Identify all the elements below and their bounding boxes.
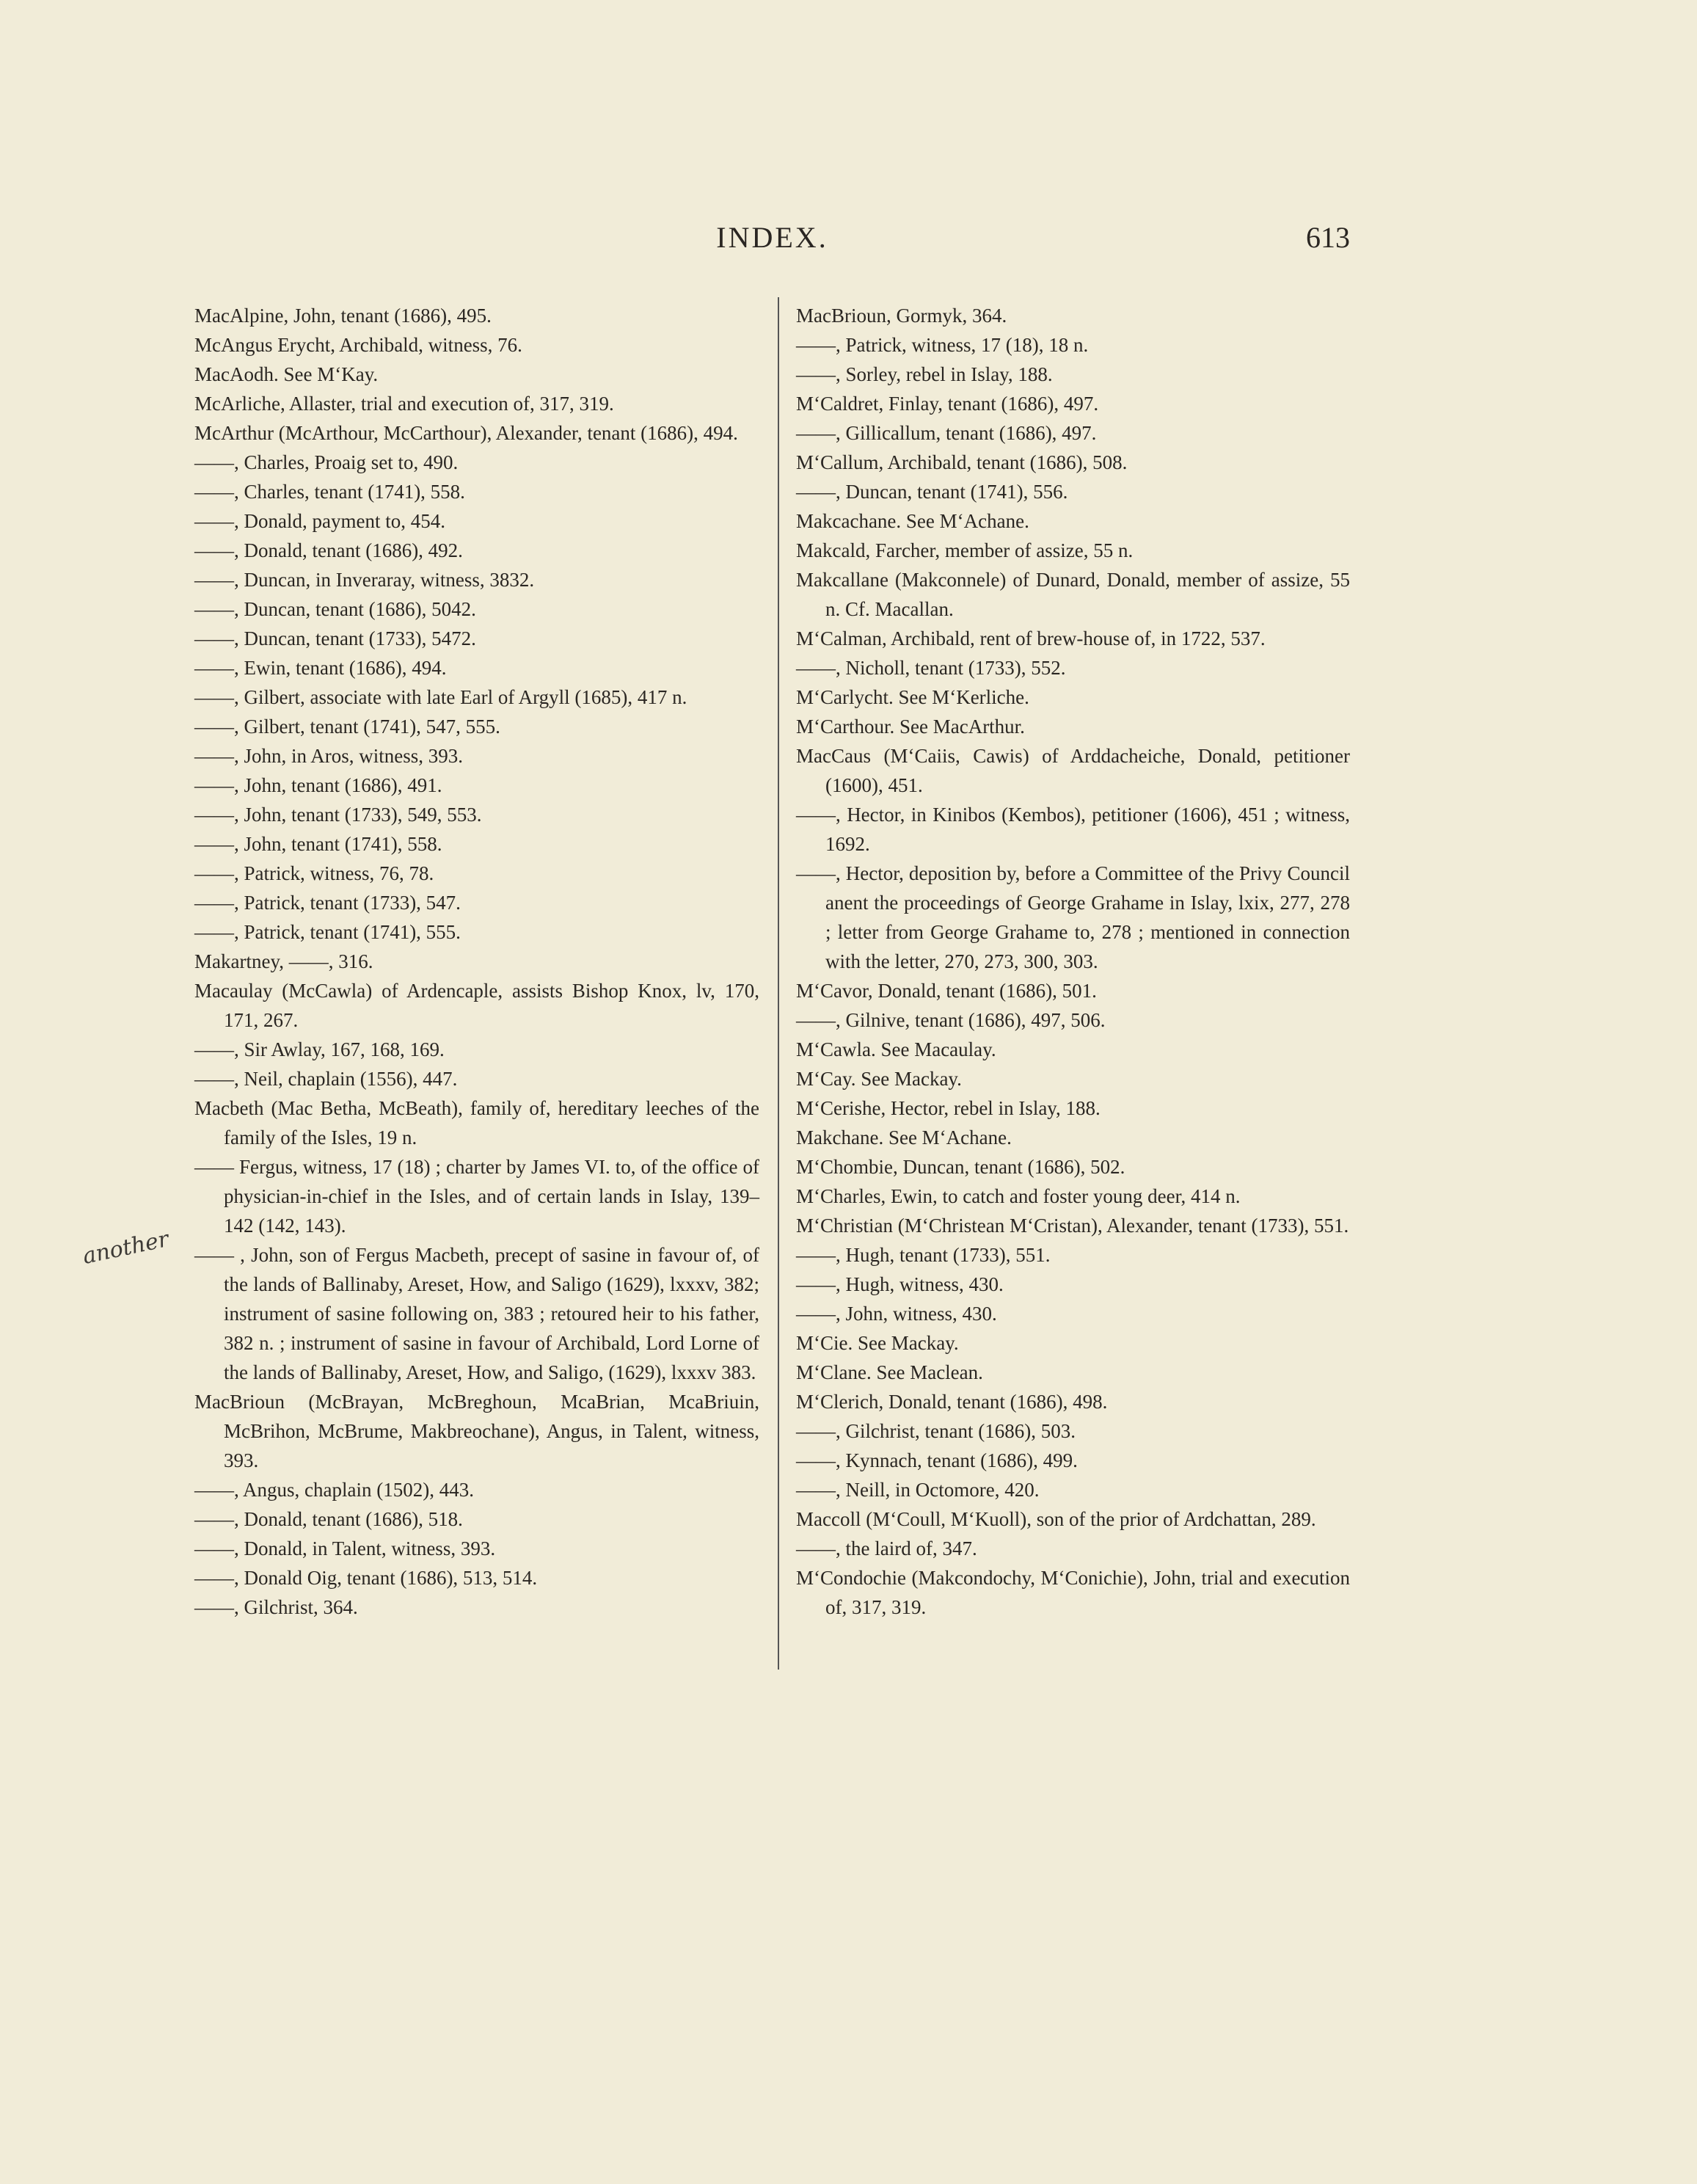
index-entry: ——, John, tenant (1686), 491. xyxy=(194,774,442,796)
index-entry: M‘Clerich, Donald, tenant (1686), 498. xyxy=(796,1391,1108,1413)
index-entry: ——, Kynnach, tenant (1686), 499. xyxy=(796,1449,1078,1471)
index-entry: M‘Caldret, Finlay, tenant (1686), 497. xyxy=(796,393,1099,415)
index-entry: ——, Neill, in Octomore, 420. xyxy=(796,1479,1040,1501)
index-entry: Macbeth (Mac Betha, McBeath), family of, hereditary leeches of the family of the Isles, 19 n. xyxy=(194,1097,759,1149)
index-entry: ——, Ewin, tenant (1686), 494. xyxy=(194,657,447,679)
index-entry: M‘Callum, Archibald, tenant (1686), 508. xyxy=(796,451,1128,473)
index-entry: Makcachane. See M‘Achane. xyxy=(796,510,1029,532)
index-entry: ——, Hector, deposition by, before a Committee of the Privy Council anent the proceedings of George Grahame in Islay, lxix, 277, 278 ; letter from George Grahame to, 278 ; mentioned in connection with the letter, 270, 273, 300, 303. xyxy=(796,862,1350,972)
index-entry: ——, Charles, Proaig set to, 490. xyxy=(194,451,459,473)
page-header xyxy=(194,220,1350,264)
index-entry: M‘Cie. See Mackay. xyxy=(796,1332,959,1354)
index-entry: ——, Gillicallum, tenant (1686), 497. xyxy=(796,422,1097,444)
index-entry: ——, Donald, tenant (1686), 518. xyxy=(194,1508,463,1530)
index-entry: ——, Patrick, tenant (1741), 555. xyxy=(194,921,461,943)
index-entry: MacAodh. See M‘Kay. xyxy=(194,363,379,385)
index-entry: M‘Carlycht. See M‘Kerliche. xyxy=(796,686,1029,708)
index-column-left xyxy=(194,301,759,1622)
index-column-right xyxy=(796,301,1350,1622)
index-entry: ——, Donald Oig, tenant (1686), 513, 514. xyxy=(194,1567,538,1589)
index-entry: ——, Neil, chaplain (1556), 447. xyxy=(194,1068,458,1090)
index-entry: ——, Hugh, witness, 430. xyxy=(796,1273,1004,1295)
index-entry: ——, Donald, tenant (1686), 492. xyxy=(194,539,463,561)
index-entry: ——, Donald, payment to, 454. xyxy=(194,510,445,532)
index-entry: ——, Sorley, rebel in Islay, 188. xyxy=(796,363,1053,385)
index-entry: MacAlpine, John, tenant (1686), 495. xyxy=(194,305,492,327)
index-entry: ——, Gilchrist, 364. xyxy=(194,1596,358,1618)
index-entry: ——, Sir Awlay, 167, 168, 169. xyxy=(194,1038,445,1060)
index-entry: ——, Gilbert, associate with late Earl of Argyll (1685), 417 n. xyxy=(194,686,687,708)
index-entry: M‘Clane. See Maclean. xyxy=(796,1361,983,1383)
index-entry: McArthur (McArthour, McCarthour), Alexander, tenant (1686), 494. xyxy=(194,422,738,444)
index-entry: M‘Carthour. See MacArthur. xyxy=(796,716,1025,738)
index-entry: MacBrioun, Gormyk, 364. xyxy=(796,305,1007,327)
index-entry: ——, John, tenant (1733), 549, 553. xyxy=(194,804,482,826)
index-entry: Makchane. See M‘Achane. xyxy=(796,1126,1012,1149)
running-title: INDEX. xyxy=(716,221,828,254)
index-entry: M‘Chombie, Duncan, tenant (1686), 502. xyxy=(796,1156,1125,1178)
index-entry: MacCaus (M‘Caiis, Cawis) of Arddacheiche, Donald, petitioner (1600), 451. xyxy=(796,745,1350,796)
index-entry: —— Fergus, witness, 17 (18) ; charter by James VI. to, of the office of physician-in-chief in the Isles, and of certain lands in Islay, 139–142 (142, 143). xyxy=(194,1156,759,1237)
index-entry: ——, John, in Aros, witness, 393. xyxy=(194,745,464,767)
page-number: 613 xyxy=(1306,221,1350,254)
index-entry: ——, Hector, in Kinibos (Kembos), petitioner (1606), 451 ; witness, 1692. xyxy=(796,804,1350,855)
index-entry: MacBrioun (McBrayan, McBreghoun, McaBrian, McaBriuin, McBrihon, McBrume, Makbreochane), Angus, in Talent, witness, 393. xyxy=(194,1391,759,1471)
index-entry: McAngus Erycht, Archibald, witness, 76. xyxy=(194,334,522,356)
index-entry: ——, Gilchrist, tenant (1686), 503. xyxy=(796,1420,1076,1442)
index-entry: —— , John, son of Fergus Macbeth, precept of sasine in favour of, of the lands of Ballinaby, Areset, How, and Saligo (1629), lxxxv, 382; instrument of sasine following on, 383 ; retoured heir to his father, 382 n. ; instrument of sasine in favour of Archibald, Lord Lorne of the lands of Ballinaby, Areset, How, and Saligo, (1629), lxxxv 383. xyxy=(194,1244,759,1383)
index-entry: ——, John, tenant (1741), 558. xyxy=(194,833,442,855)
index-entry: McArliche, Allaster, trial and execution of, 317, 319. xyxy=(194,393,614,415)
index-entry: ——, Duncan, tenant (1686), 5042. xyxy=(194,598,476,620)
index-entry: ——, Duncan, tenant (1733), 5472. xyxy=(194,627,476,649)
index-entry: ——, John, witness, 430. xyxy=(796,1303,997,1325)
index-entry: ——, Patrick, witness, 76, 78. xyxy=(194,862,434,884)
index-entry: Makcald, Farcher, member of assize, 55 n. xyxy=(796,539,1134,561)
index-entry: ——, Charles, tenant (1741), 558. xyxy=(194,481,465,503)
index-entry: ——, Gilbert, tenant (1741), 547, 555. xyxy=(194,716,500,738)
index-entry: ——, Hugh, tenant (1733), 551. xyxy=(796,1244,1051,1266)
index-entry: M‘Cavor, Donald, tenant (1686), 501. xyxy=(796,980,1097,1002)
index-entry: M‘Calman, Archibald, rent of brew-house of, in 1722, 537. xyxy=(796,627,1266,649)
index-entry: M‘Charles, Ewin, to catch and foster young deer, 414 n. xyxy=(796,1185,1241,1207)
index-entry: ——, Angus, chaplain (1502), 443. xyxy=(194,1479,474,1501)
index-entry: Maccoll (M‘Coull, M‘Kuoll), son of the prior of Ardchattan, 289. xyxy=(796,1508,1316,1530)
index-entry: M‘Cay. See Mackay. xyxy=(796,1068,962,1090)
index-entry: ——, Patrick, tenant (1733), 547. xyxy=(194,892,461,914)
index-entry: Makcallane (Makconnele) of Dunard, Donald, member of assize, 55 n. Cf. Macallan. xyxy=(796,569,1350,620)
index-entry: ——, Patrick, witness, 17 (18), 18 n. xyxy=(796,334,1089,356)
index-entry: ——, Nicholl, tenant (1733), 552. xyxy=(796,657,1066,679)
index-entry: M‘Cerishe, Hector, rebel in Islay, 188. xyxy=(796,1097,1101,1119)
index-entry: ——, Donald, in Talent, witness, 393. xyxy=(194,1537,496,1559)
index-entry: ——, the laird of, 347. xyxy=(796,1537,977,1559)
index-entry: M‘Christian (M‘Christean M‘Cristan), Alexander, tenant (1733), 551. xyxy=(796,1215,1349,1237)
index-entry: M‘Cawla. See Macaulay. xyxy=(796,1038,996,1060)
column-divider xyxy=(778,297,779,1670)
index-entry: ——, Duncan, tenant (1741), 556. xyxy=(796,481,1068,503)
index-entry: Makartney, ——, 316. xyxy=(194,950,373,972)
index-entry: ——, Gilnive, tenant (1686), 497, 506. xyxy=(796,1009,1106,1031)
index-entry: M‘Condochie (Makcondochy, M‘Conichie), John, trial and execution of, 317, 319. xyxy=(796,1567,1350,1618)
index-entry: ——, Duncan, in Inveraray, witness, 3832. xyxy=(194,569,535,591)
handwritten-margin-note: another xyxy=(80,1226,172,1270)
index-entry: Macaulay (McCawla) of Ardencaple, assists Bishop Knox, lv, 170, 171, 267. xyxy=(194,980,759,1031)
